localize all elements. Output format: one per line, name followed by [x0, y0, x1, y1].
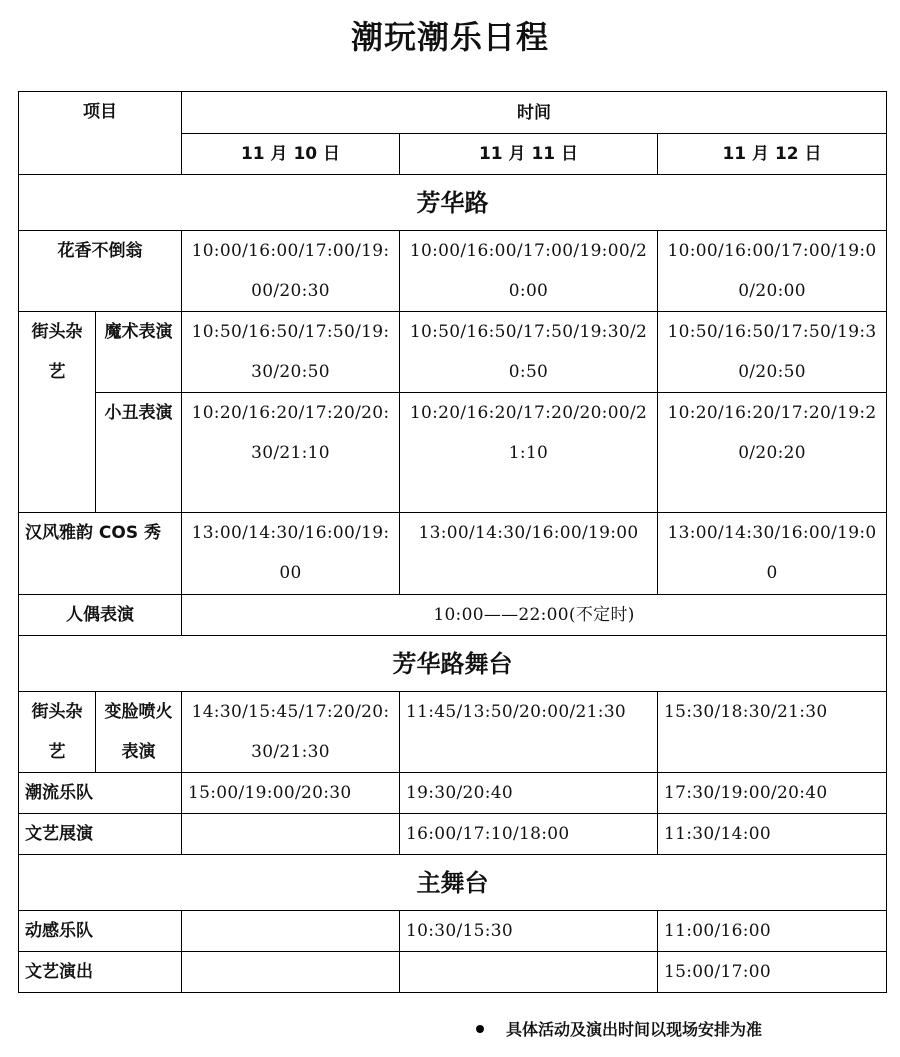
table-row [19, 911, 887, 952]
table-row [19, 595, 887, 636]
time-cell: 10:00/16:00/17:00/19:00/20:30 [182, 231, 400, 312]
section-title-1: 芳华路 [19, 175, 887, 231]
time-cell [182, 911, 400, 952]
group-label: 街头杂艺 [19, 692, 96, 773]
time-cell: 17:30/19:00/20:40 [658, 773, 887, 814]
footnote [476, 1017, 762, 1040]
page-title: 潮玩潮乐日程 [350, 18, 549, 56]
row-label: 动感乐队 [19, 911, 182, 952]
row-label: 花香不倒翁 [19, 231, 182, 312]
time-cell: 11:45/13:50/20:00/21:30 [400, 692, 658, 773]
row-label: 文艺展演 [19, 814, 182, 855]
time-cell: 10:20/16:20/17:20/19:20/20:20 [658, 393, 887, 513]
time-cell: 15:00/17:00 [658, 952, 887, 993]
row-label: 变脸喷火表演 [96, 692, 182, 773]
date-1: 11 月 10 日 [182, 134, 400, 175]
time-cell: 10:20/16:20/17:20/20:30/21:10 [182, 393, 400, 513]
time-cell: 10:00/16:00/17:00/19:00/20:00 [400, 231, 658, 312]
time-cell: 10:50/16:50/17:50/19:30/20:50 [400, 312, 658, 393]
header-row [19, 92, 887, 134]
table-row [19, 231, 887, 312]
time-cell: 11:00/16:00 [658, 911, 887, 952]
time-cell: 13:00/14:30/16:00/19:00 [400, 513, 658, 595]
row-label: 小丑表演 [96, 393, 182, 513]
time-cell: 13:00/14:30/16:00/19:00 [658, 513, 887, 595]
table-row [19, 692, 887, 773]
time-cell: 15:30/18:30/21:30 [658, 692, 887, 773]
row-label: 汉风雅韵 COS 秀 [19, 513, 182, 595]
row-label: 潮流乐队 [19, 773, 182, 814]
time-cell: 15:00/19:00/20:30 [182, 773, 400, 814]
time-cell [182, 952, 400, 993]
time-cell: 13:00/14:30/16:00/19:00 [182, 513, 400, 595]
row-label: 文艺演出 [19, 952, 182, 993]
row-label: 魔术表演 [96, 312, 182, 393]
table-row [19, 312, 887, 393]
row-label: 人偶表演 [19, 595, 182, 636]
time-cell: 10:50/16:50/17:50/19:30/20:50 [658, 312, 887, 393]
time-cell: 10:20/16:20/17:20/20:00/21:10 [400, 393, 658, 513]
section-row [19, 855, 887, 911]
project-header: 项目 [19, 92, 182, 175]
time-cell: 10:00——22:00(不定时) [182, 595, 887, 636]
time-cell: 10:30/15:30 [400, 911, 658, 952]
schedule-table [18, 91, 887, 993]
table-row [19, 393, 887, 513]
time-cell: 16:00/17:10/18:00 [400, 814, 658, 855]
group-label: 街头杂艺 [19, 312, 96, 513]
table-row [19, 814, 887, 855]
bullet-icon [476, 1025, 484, 1033]
date-3: 11 月 12 日 [658, 134, 887, 175]
time-cell: 10:50/16:50/17:50/19:30/20:50 [182, 312, 400, 393]
table-row [19, 773, 887, 814]
footnote-text: 具体活动及演出时间以现场安排为准 [506, 1020, 763, 1039]
time-cell: 11:30/14:00 [658, 814, 887, 855]
date-2: 11 月 11 日 [400, 134, 658, 175]
time-header: 时间 [182, 92, 887, 134]
time-cell: 14:30/15:45/17:20/20:30/21:30 [182, 692, 400, 773]
time-cell: 10:00/16:00/17:00/19:00/20:00 [658, 231, 887, 312]
time-cell [182, 814, 400, 855]
table-row [19, 513, 887, 595]
time-cell [400, 952, 658, 993]
time-cell: 19:30/20:40 [400, 773, 658, 814]
section-title-3: 主舞台 [19, 855, 887, 911]
section-title-2: 芳华路舞台 [19, 636, 887, 692]
section-row [19, 175, 887, 231]
table-row [19, 952, 887, 993]
section-row [19, 636, 887, 692]
